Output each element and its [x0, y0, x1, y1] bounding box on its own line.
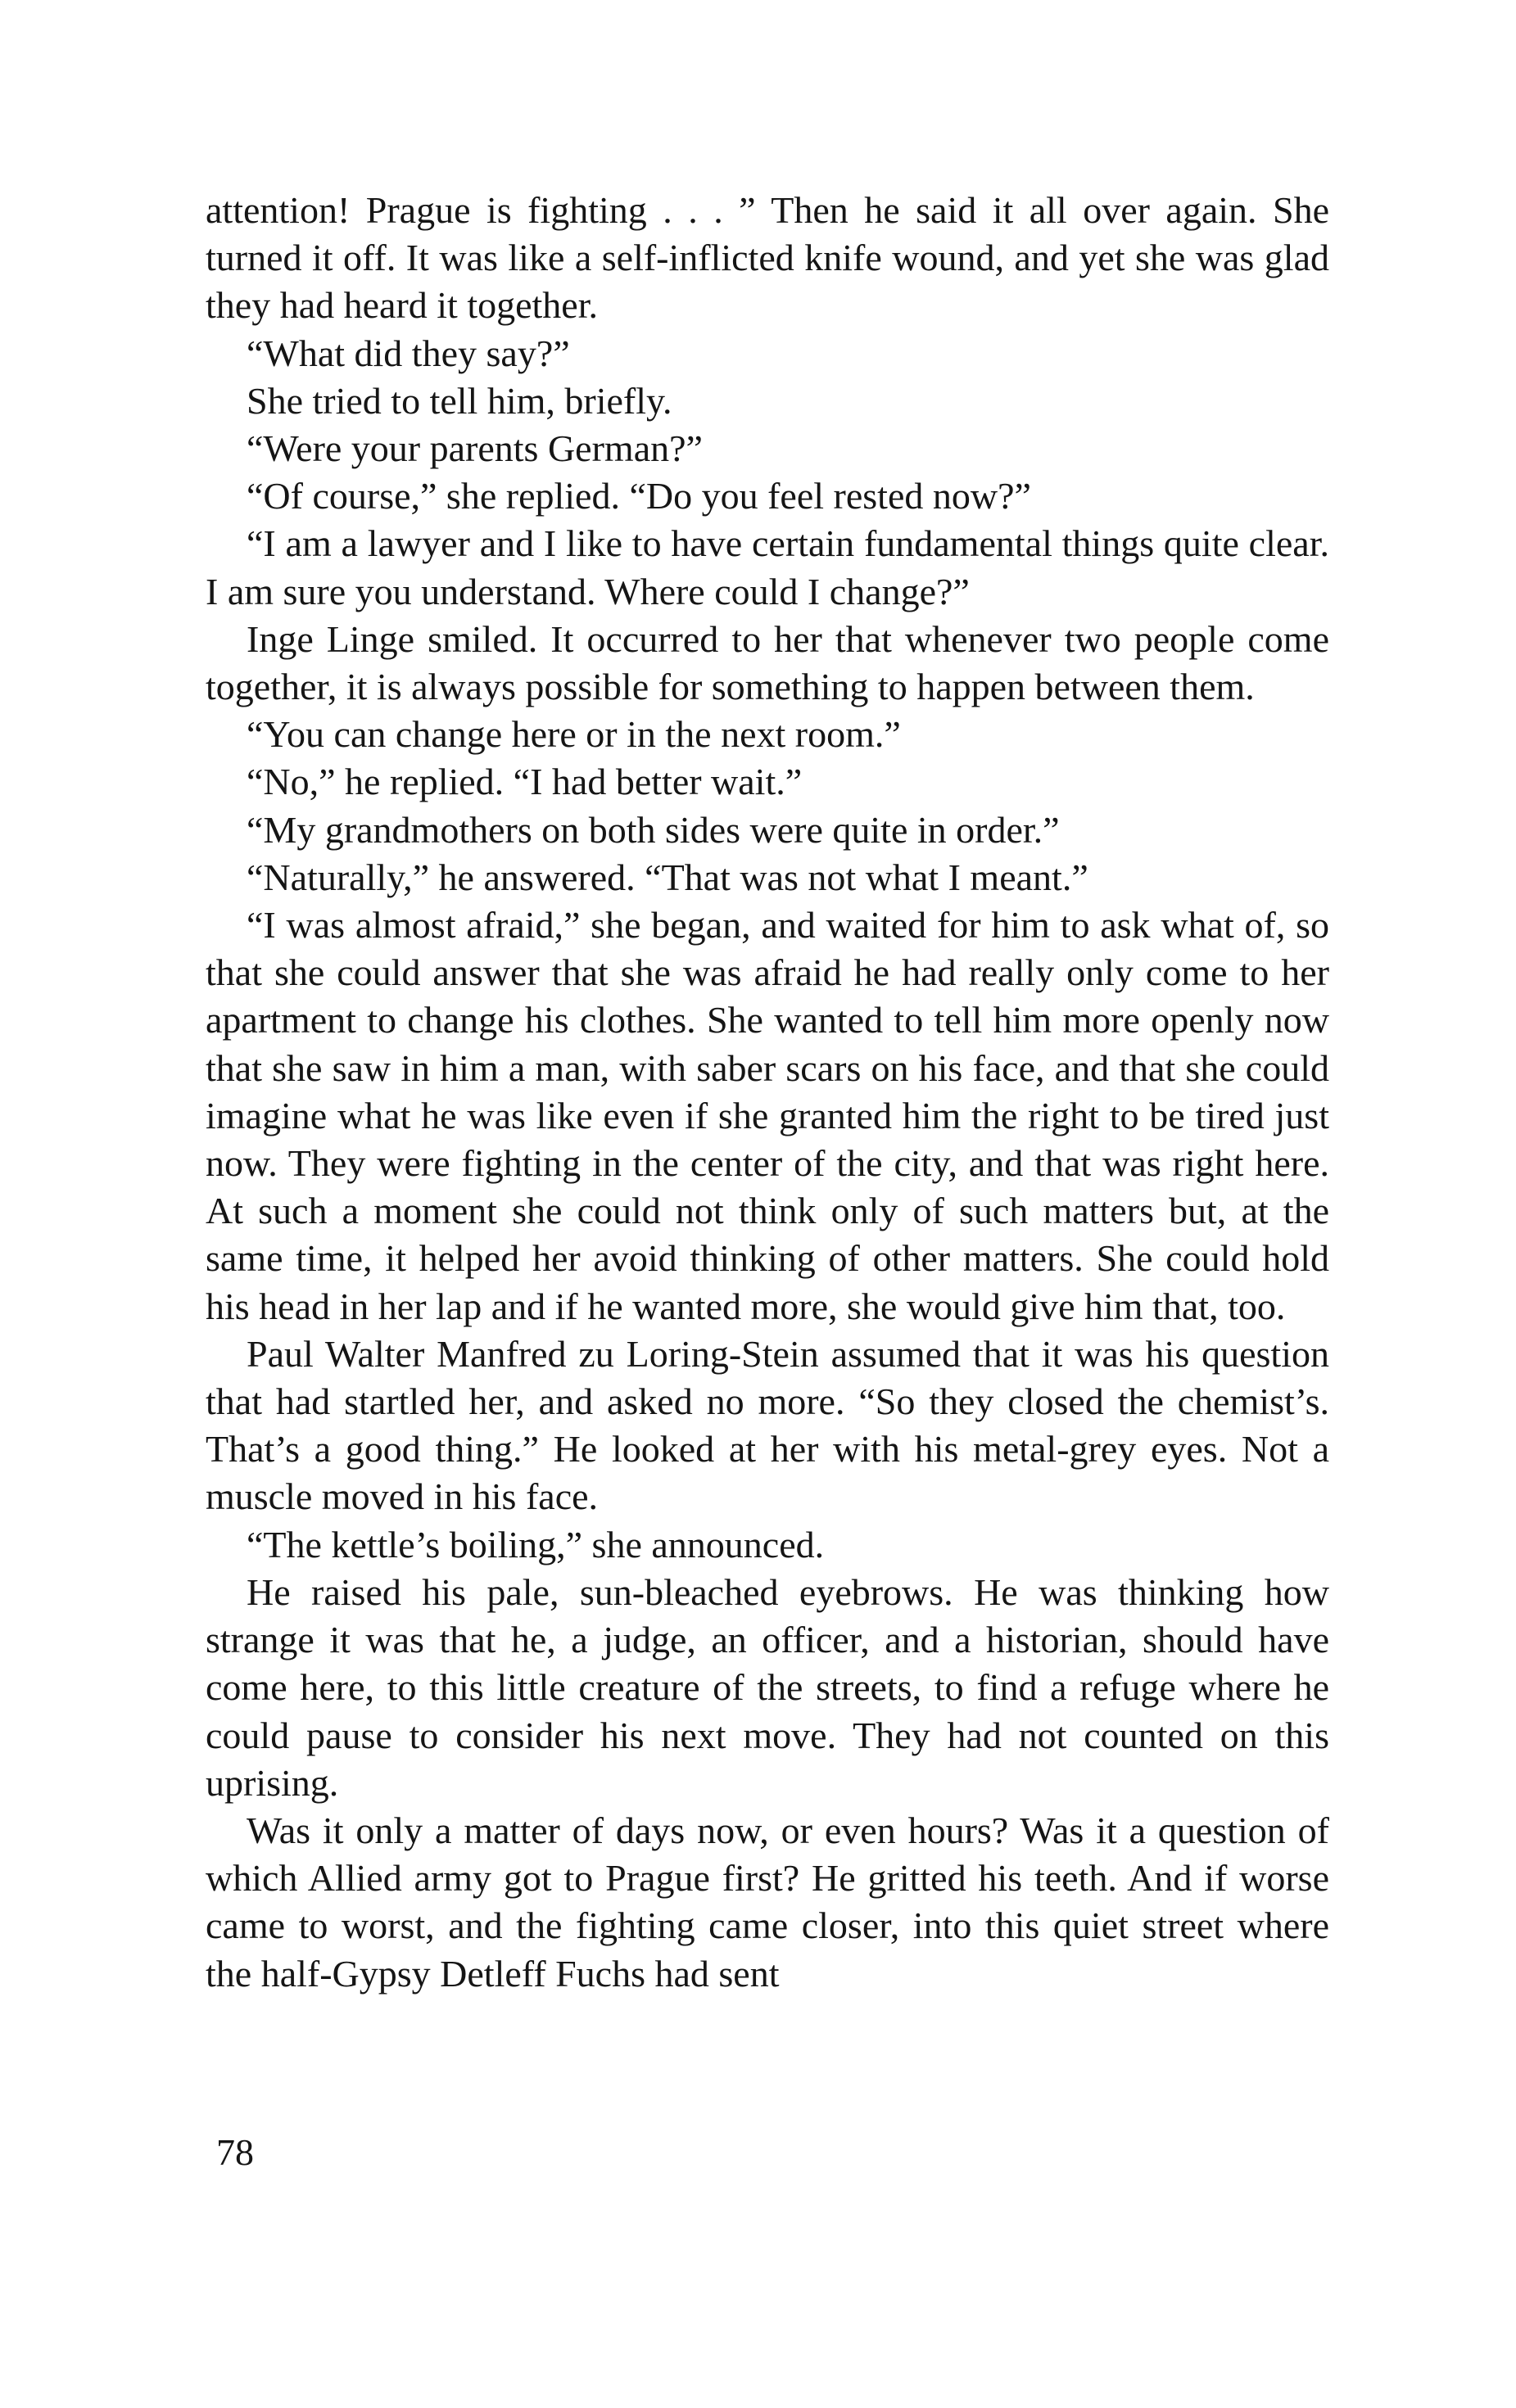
page-number: 78 — [216, 2131, 254, 2173]
paragraph-15: He raised his pale, sun-bleached eyebrows. He was thinking how strange it was that he, a judge, an officer, and a historian, should have come here, to this little creature of the streets, to find a refuge where he could pause to consider his next move. They had not counted on this uprising. — [206, 1570, 1329, 1804]
paragraph-6: “I am a lawyer and I like to have certain fundamental things quite clear. I am sure you understand. Where could I change?” — [206, 522, 1329, 612]
paragraph-2: “What did they say?” — [247, 332, 570, 374]
paragraph-12: “I was almost afraid,” she began, and waited for him to ask what of, so that she could answer that she was afraid he had really only come to her apartment to change his clothes. She wanted to tell him more openly now that she saw in him a man, with saber scars on his face, and that she could imagine what he was like even if she granted him the right to be tired just now. They were fighting in the center of the city, and that was right here. At such a moment she could not think only of such matters but, at the same time, it helped her avoid thinking of other matters. She could hold his head in her lap and if he wanted more, she would give him that, too. — [206, 904, 1329, 1327]
paragraph-7: Inge Linge smiled. It occurred to her that whenever two people come together, it is always possible for something to happen between them. — [206, 617, 1329, 708]
paragraph-5: “Of course,” she replied. “Do you feel rested now?” — [247, 475, 1031, 517]
paragraph-8: “You can change here or in the next room.” — [247, 713, 901, 756]
paragraph-16: Was it only a matter of days now, or even hours? Was it a question of which Allied army got to Prague first? He gritted his teeth. And if worse came to worst, and the fighting came closer, into this quiet street where the half-Gypsy Detleff Fuchs had sent — [206, 1809, 1329, 1995]
paragraph-9: “No,” he replied. “I had better wait.” — [247, 761, 803, 803]
body-text — [206, 187, 1329, 1998]
paragraph-3: She tried to tell him, briefly. — [247, 379, 672, 422]
paragraph-4: “Were your parents German?” — [247, 427, 703, 470]
paragraph-11: “Naturally,” he answered. “That was not what I meant.” — [247, 856, 1088, 898]
paragraph-13: Paul Walter Manfred zu Loring-Stein assumed that it was his question that had startled her, and asked no more. “So they closed the chemist’s. That’s a good thing.” He looked at her with his metal-grey eyes. Not a muscle moved in his face. — [206, 1332, 1329, 1518]
paragraph-14: “The kettle’s boiling,” she announced. — [247, 1523, 825, 1565]
paragraph-10: “My grandmothers on both sides were quite in order.” — [247, 808, 1060, 851]
paragraph-1: attention! Prague is fighting . . . ” Then he said it all over again. She turned it off. It was like a self-inflicted knife wound, and yet she was glad they had heard it together. — [206, 189, 1329, 327]
